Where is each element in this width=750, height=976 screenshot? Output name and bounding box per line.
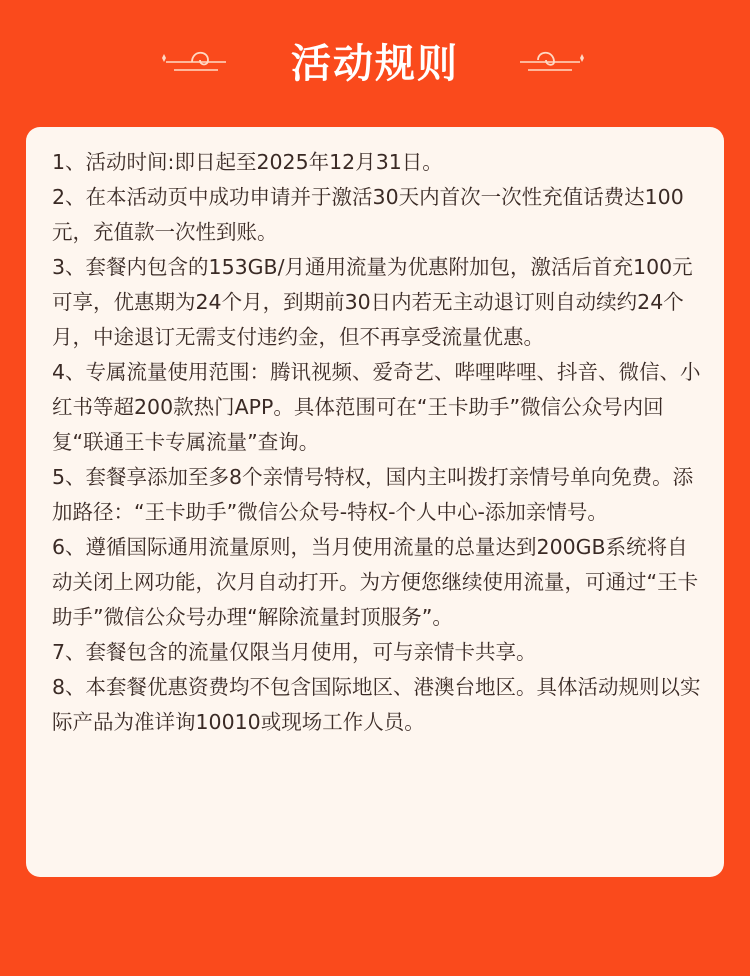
rules-list [52, 145, 708, 740]
rule-item-3: 3、套餐内包含的153GB/月通用流量为优惠附加包，激活后首充100元可享，优惠期为24个月，到期前30日内若无主动退订则自动续约24个月，中途退订无需支付违约金，但不再享受流量优惠。 [52, 255, 693, 349]
rule-item-4: 4、专属流量使用范围：腾讯视频、爱奇艺、哔哩哔哩、抖音、微信、小红书等超200款热门APP。具体范围可在“王卡助手”微信公众号内回复“联通王卡专属流量”查询。 [52, 360, 701, 454]
rule-item-7: 7、套餐包含的流量仅限当月使用，可与亲情卡共享。 [52, 640, 537, 664]
rule-item-5: 5、套餐享添加至多8个亲情号特权，国内主叫拨打亲情号单向免费。添加路径：“王卡助手”微信公众号-特权-个人中心-添加亲情号。 [52, 465, 694, 524]
rule-item-8: 8、本套餐优惠资费均不包含国际地区、港澳台地区。具体活动规则以实际产品为准详询10010或现场工作人员。 [52, 675, 701, 734]
rule-item-1: 1、活动时间:即日起至2025年12月31日。 [52, 150, 443, 174]
page-title: 活动规则 [291, 41, 459, 87]
rule-item-2: 2、在本活动页中成功申请并于激活30天内首次一次性充值话费达100元，充值款一次性到账。 [52, 185, 684, 244]
cloud-swirl-ornament-icon [510, 40, 590, 80]
rules-card [26, 127, 724, 877]
header [0, 0, 750, 128]
rule-item-6: 6、遵循国际通用流量原则，当月使用流量的总量达到200GB系统将自动关闭上网功能，次月自动打开。为方便您继续使用流量，可通过“王卡助手”微信公众号办理“解除流量封顶服务”。 [52, 535, 699, 629]
